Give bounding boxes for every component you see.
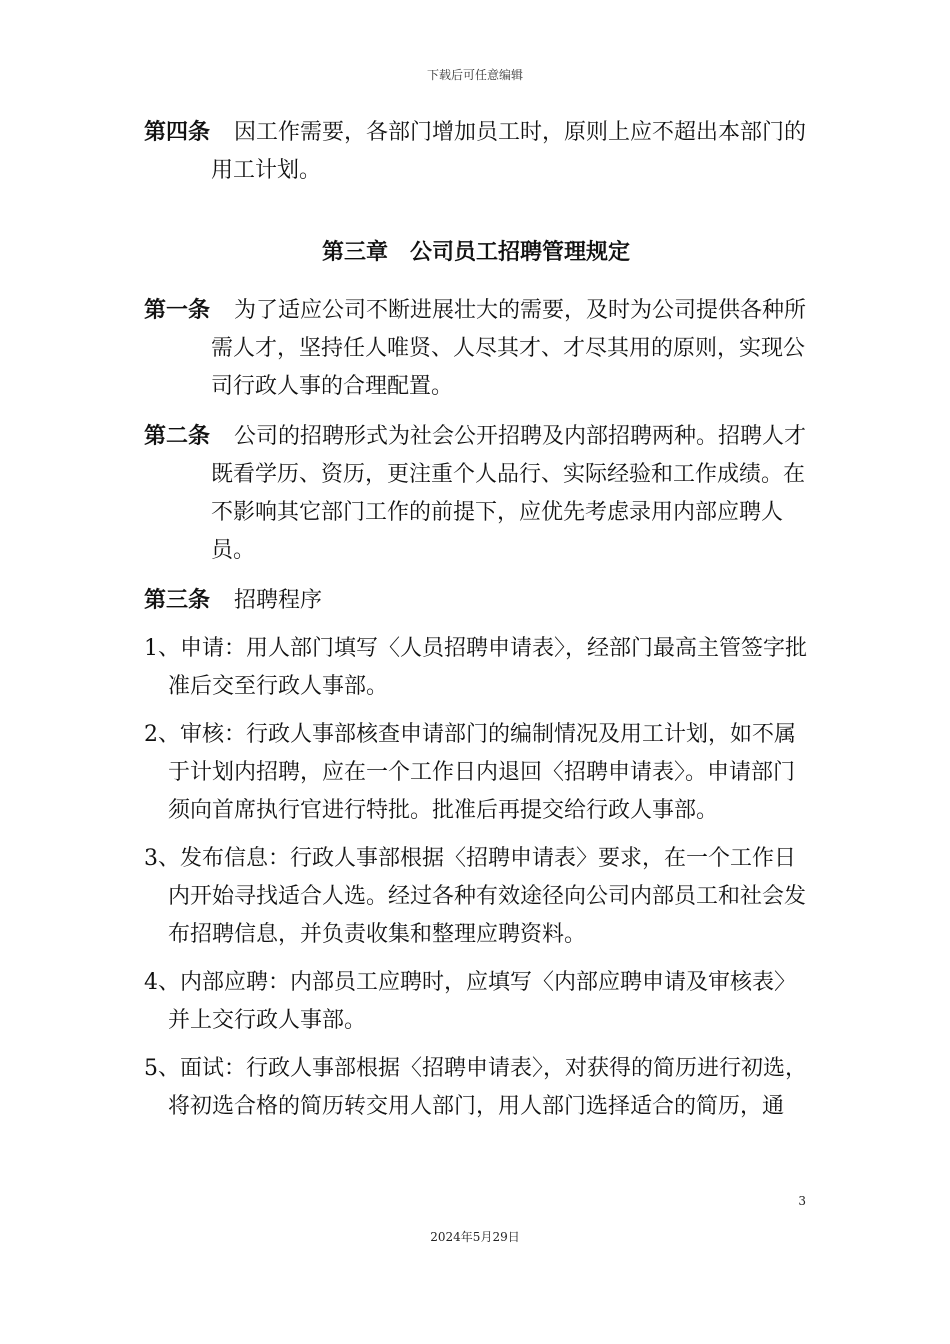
article-4-label: 第四条: [144, 120, 211, 145]
article-1-label: 第一条: [144, 298, 211, 323]
article-2-text: 公司的招聘形式为社会公开招聘及内部招聘两种。招聘人才既看学历、资历，更注重个人品行、实际经验和工作成绩。在不影响其它部门工作的前提下，应优先考虑录用内部应聘人员。: [211, 424, 807, 563]
list-item-step-5: [144, 1050, 808, 1126]
article-2: [144, 418, 808, 570]
page-footer-date: 2024年5月29日: [430, 1230, 520, 1244]
article-1-text: 为了适应公司不断进展壮大的需要，及时为公司提供各种所需人才，坚持任人唯贤、人尽其才、才尽其用的原则，实现公司行政人事的合理配置。: [211, 298, 807, 399]
list-item-step-2: [144, 716, 808, 830]
article-2-label: 第二条: [144, 424, 211, 449]
step-4-number: 4、: [144, 970, 180, 995]
article-4-text: 因工作需要，各部门增加员工时，原则上应不超出本部门的用工计划。: [211, 120, 807, 183]
page-header: 下载后可任意编辑: [426, 68, 523, 82]
chapter-title: 第三章 公司员工招聘管理规定: [321, 240, 630, 265]
step-2-text: 审核：行政人事部核查申请部门的编制情况及用工计划，如不属于计划内招聘，应在一个工作日内退回〈招聘申请表〉。申请部门须向首席执行官进行特批。批准后再提交给行政人事部。: [168, 722, 797, 823]
step-2-number: 2、: [144, 722, 180, 747]
step-3-text: 发布信息：行政人事部根据〈招聘申请表〉要求，在一个工作日内开始寻找适合人选。经过各种有效途径向公司内部员工和社会发布招聘信息，并负责收集和整理应聘资料。: [168, 846, 807, 947]
article-3-text: 招聘程序: [234, 588, 323, 613]
document-body: [144, 114, 808, 1126]
step-5-text: 面试：行政人事部根据〈招聘申请表〉，对获得的简历进行初选，将初选合格的简历转交用人部门，用人部门选择适合的简历，通: [168, 1056, 808, 1119]
step-1-text: 申请：用人部门填写〈人员招聘申请表〉，经部门最高主管签字批准后交至行政人事部。: [168, 636, 808, 699]
article-4: [144, 114, 808, 190]
list-item-step-1: [144, 630, 808, 706]
step-3-number: 3、: [144, 846, 180, 871]
article-3-label: 第三条: [144, 588, 211, 613]
list-item-step-3: [144, 840, 808, 954]
article-3: [144, 582, 808, 620]
page-number: 3: [798, 1194, 806, 1208]
step-4-text: 内部应聘：内部员工应聘时，应填写〈内部应聘申请及审核表〉并上交行政人事部。: [168, 970, 797, 1033]
step-1-number: 1、: [144, 636, 180, 661]
article-1: [144, 292, 808, 406]
list-item-step-4: [144, 964, 808, 1040]
step-5-number: 5、: [144, 1056, 180, 1081]
